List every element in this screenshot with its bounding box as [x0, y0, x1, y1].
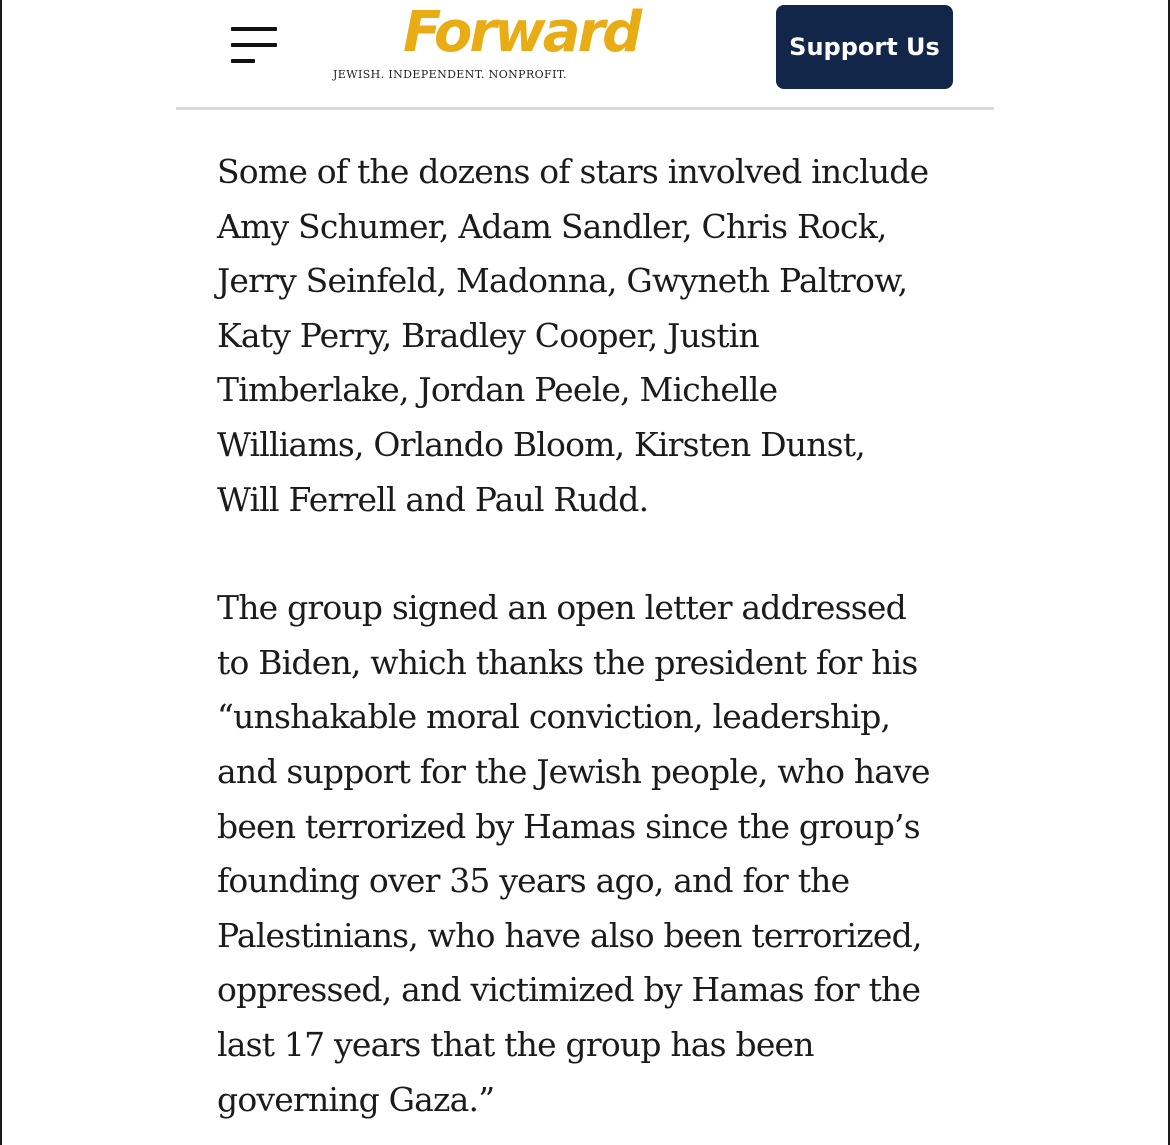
logo-wordmark: Forward [403, 0, 640, 65]
menu-line [231, 43, 277, 47]
article-paragraph-stars: Some of the dozens of stars involved include Amy Schumer, Adam Sandler, Chris Rock, Jerry Seinfeld, Madonna, Gwyneth Paltrow, Katy Perry, Bradley Cooper, Justin Timberlake, Jordan Peele, Michelle Williams, Orlando Bloom, Kirsten Dunst, Will Ferrell and Paul Rudd. [217, 152, 929, 519]
menu-line [231, 27, 277, 31]
header-divider [176, 107, 994, 110]
logo-tagline: JEWISH. INDEPENDENT. NONPROFIT. [333, 68, 567, 81]
site-header [0, 0, 1170, 110]
menu-line [231, 59, 255, 63]
forward-logo[interactable] [403, 0, 663, 70]
frame-border-left [0, 0, 2, 1145]
support-us-button[interactable]: Support Us [776, 5, 953, 89]
article-paragraph-letter: The group signed an open letter addressed to Biden, which thanks the president for his “unshakable moral conviction, leadership, and support for the Jewish people, who have been terrorized by Hamas since the group’s founding over 35 years ago, and for the Palestinians, who have also been terrorized, oppressed, and victimized by Hamas for the last 17 years that the group has been governing Gaza.” [217, 588, 930, 1119]
hamburger-menu-icon[interactable] [231, 27, 277, 65]
article-body [217, 145, 977, 1127]
